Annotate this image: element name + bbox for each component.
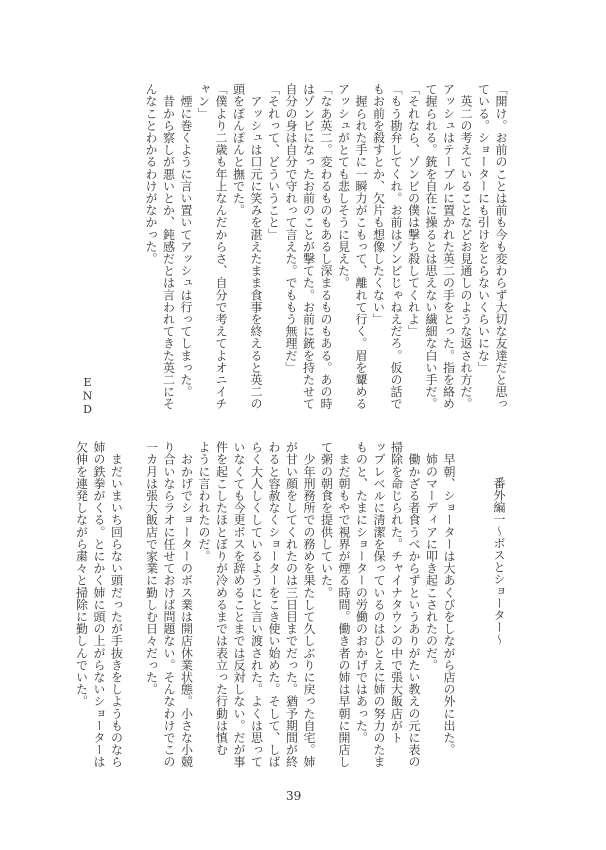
text-line: 頭をぽんぽんと撫でた。	[231, 83, 246, 217]
text-line: 「僕より二歳も年上なんだからさ、自分で考えてよオニイチ	[214, 83, 228, 410]
text-line: 件を起こしたほとぼりが冷めるまでは表立った行動は慎む	[214, 441, 229, 756]
text-line: 昔から察しが悪いとか、鈍感だとは言われてきた英二にそ	[161, 83, 176, 410]
text-line: 少年刑務所での務めを果たして久しぶりに戻った自宅。姉	[302, 441, 316, 768]
text-line: 欠伸を連発しながら粛々と掃除に勤しんでいた。	[74, 441, 89, 708]
text-line: 掃除を命じられた。チャイナタウンの中で張大飯店がト	[389, 441, 404, 744]
text-line: ップレベルに清潔を保っているのはひとえに姉の努力のたま	[372, 441, 386, 768]
text-line: 英二の考えていることなどお見通しのような返され方だ。	[459, 83, 473, 410]
chapter-title: 番外編一〜ボスとショーター〜	[492, 477, 506, 645]
text-line: て粥の朝食を提供していた。	[319, 441, 334, 599]
text-line: 「もう勘弁してくれ。お前はゾンビじゃねえだろ。仮の話で	[389, 83, 403, 410]
text-line: ように言われたのだ。	[197, 441, 211, 562]
text-line: ャン」	[196, 83, 211, 120]
text-line: 一カ月は張大飯店で家業に勤しむ日々だった。	[144, 441, 159, 696]
end-mark: END	[81, 376, 94, 417]
text-line: いなくても今更ボスを辞めることまでは反対しない。だが事	[232, 441, 246, 768]
story-text-ending	[142, 83, 510, 413]
text-line	[125, 441, 143, 781]
text-line: 自分の身は自分で守れって言えた。でももう無理だ」	[284, 83, 298, 374]
text-line: ものと、たまにショーターの労働のおかげではあった。	[354, 441, 369, 744]
text-line: アッシュがとても悲しそうに見えた。	[336, 83, 351, 289]
text-line: 煙に巻くように言い置いてアッシュは行ってしまった。	[179, 83, 193, 398]
text-line: 早朝、ショーターは大あくびをしながら店の外に出た。	[442, 441, 456, 756]
text-line: 「なあ英二。変わるものもあるし深まるものもある。あの時	[319, 83, 333, 410]
text-line: はゾンビになったお前のことが撃てた。お前に銃を持たせて	[301, 83, 316, 410]
text-line: が甘い顔をしてくれたのは三日目までだった。猶予期間が終	[284, 441, 299, 768]
text-line: もお前を殺すとか、欠片も想像したくない」	[371, 83, 386, 325]
text-line: アッシュはテーブルに置かれた英二の手をとった。指を絡め	[441, 83, 456, 410]
text-line: わると容赦なくショーターをこき使い始めた。そして、しば	[267, 441, 281, 768]
text-line: り合いならラオに任せておけば問題ない。そんなわけでこの	[162, 441, 176, 768]
text-line: まだ朝もやで視界が煙る時間。働き者の姉は早朝に開店し	[337, 441, 351, 768]
text-line: て握られる。銃を自在に操るとは思えない繊細な白い手だ。	[424, 83, 438, 410]
text-line: アッシュは口元に笑みを湛えたまま食事を終えると英二の	[249, 83, 263, 410]
text-line: 「それなら、ゾンビの僕は撃ち殺してくれよ」	[406, 83, 421, 338]
text-line: んなことわかるわけがなかった。	[144, 83, 158, 265]
page-number: 39	[286, 789, 302, 803]
text-line: まだいまいち回らない頭だったが手抜きをしようものなら	[109, 441, 124, 768]
text-line: 握られた手に一瞬力がこもって、離れて行く。眉を顰める	[354, 83, 368, 410]
text-line: 働かざる者食うべからずというありがたい教えの元に表の	[407, 441, 421, 768]
text-line: 「それって、どういうこと」	[266, 83, 281, 241]
text-line: 「開け。お前のことは前も今も変わらず大切な友達だと思っ	[494, 83, 508, 410]
text-line: ている。ショーターにも引けをとらないくらいにな」	[476, 83, 491, 374]
story-text-extra-chapter	[72, 441, 457, 781]
text-line: らく大人しくしているようにと言い渡された。よくは思って	[249, 441, 264, 768]
text-line: 姉のマーディアに叩き起こされたのだ。	[424, 441, 439, 671]
text-line: おかげでショーターのボス業は開店休業状態。小さな小競	[179, 441, 194, 768]
text-line: 姉の鉄拳がくる。とにかく姉に頭の上がらないショーターは	[92, 441, 106, 768]
